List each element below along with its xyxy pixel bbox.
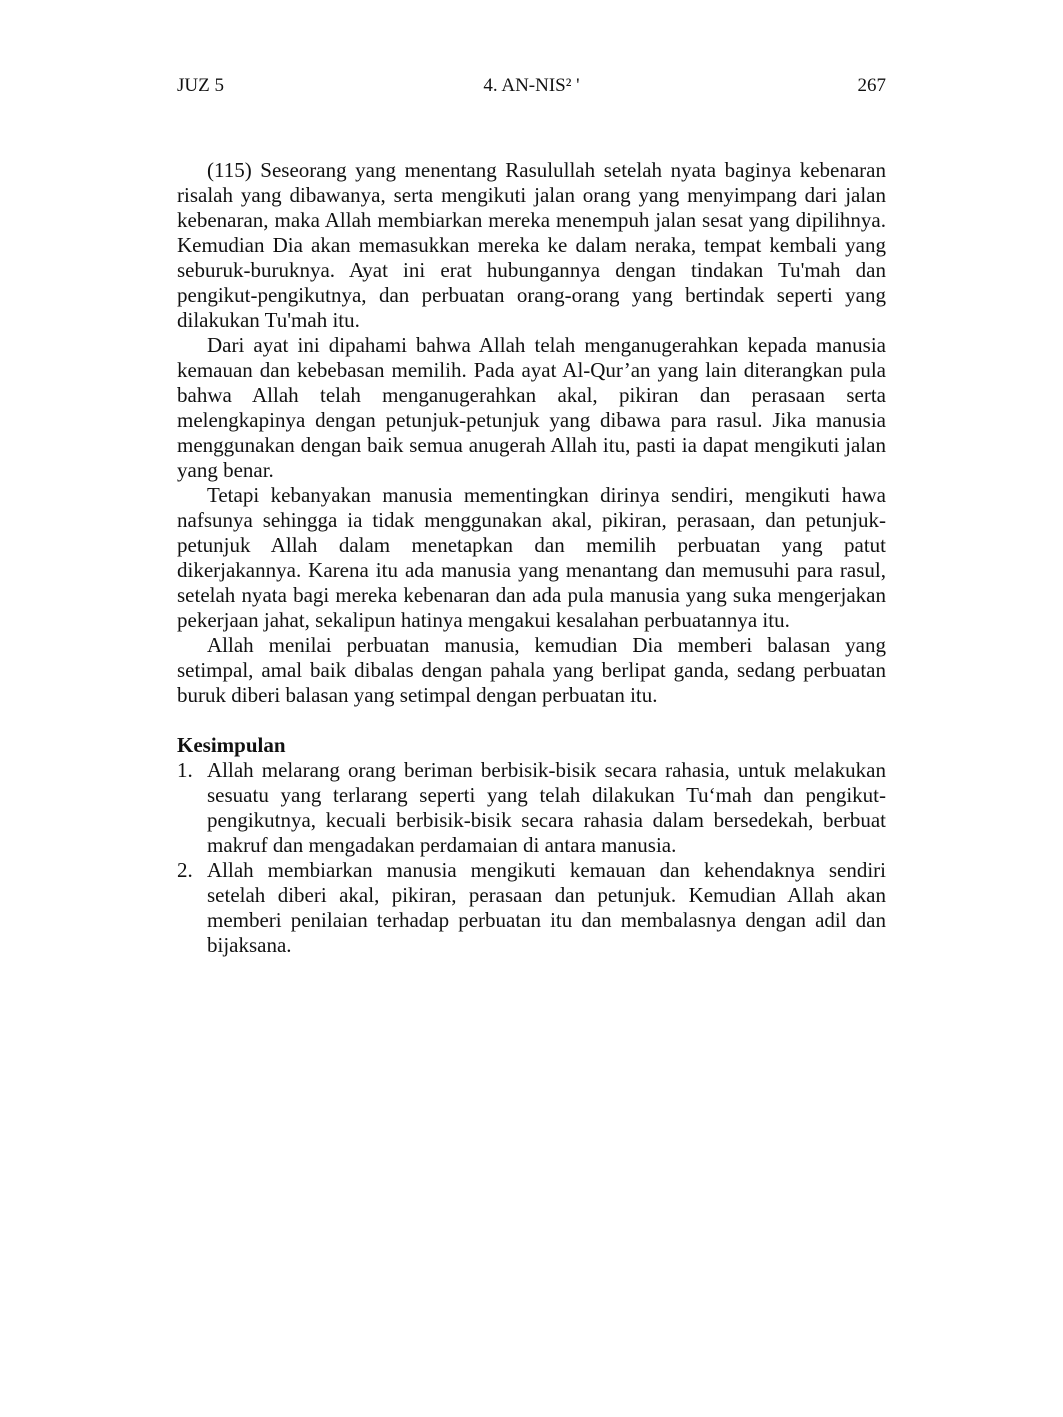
body-paragraph: Dari ayat ini dipahami bahwa Allah telah menganugerahkan kepada manusia kemauan dan kebebasan memilih. Pada ayat Al-Qur’an yang lain diterangkan pula bahwa Allah telah menganugerahkan akal, pikiran dan perasaan serta melengkapinya dengan petunjuk-petunjuk yang dibawa para rasul. Jika manusia menggunakan dengan baik semua anugerah Allah itu, pasti ia dapat mengikuti jalan yang benar. bbox=[177, 333, 886, 482]
page-body bbox=[177, 158, 886, 958]
conclusion-heading: Kesimpulan bbox=[177, 733, 286, 757]
running-header bbox=[177, 74, 886, 100]
conclusion-item bbox=[177, 758, 886, 858]
body-paragraph: Tetapi kebanyakan manusia mementingkan dirinya sendiri, mengikuti hawa nafsunya sehingga ia tidak menggunakan akal, pikiran, perasaan, dan petunjuk-petunjuk Allah dalam menetapkan dan memilih perbuatan yang patut dikerjakannya. Karena itu ada manusia yang menantang dan memusuhi para rasul, setelah nyata bagi mereka kebenaran dan ada pula manusia yang suka mengerjakan pekerjaan jahat, sekalipun hatinya mengakui kesalahan perbuatannya itu. bbox=[177, 483, 886, 632]
juz-label: JUZ 5 bbox=[177, 75, 224, 96]
conclusion-item bbox=[177, 858, 886, 958]
body-paragraph: Allah menilai perbuatan manusia, kemudian Dia memberi balasan yang setimpal, amal baik dibalas dengan pahala yang berlipat ganda, sedang perbuatan buruk diberi balasan yang setimpal dengan perbuatan itu. bbox=[177, 633, 886, 707]
item-number: 1. bbox=[177, 758, 193, 782]
item-text: Allah membiarkan manusia mengikuti kemauan dan kehendaknya sendiri setelah diberi akal, pikiran, perasaan dan petunjuk. Kemudian Allah akan memberi penilaian terhadap perbuatan itu dan membalasnya dengan adil dan bijaksana. bbox=[207, 858, 886, 957]
surah-title: 4. AN-NIS² ' bbox=[483, 75, 580, 96]
body-paragraph: (115) Seseorang yang menentang Rasulullah setelah nyata baginya kebenaran risalah yang dibawanya, serta mengikuti jalan orang yang menyimpang dari jalan kebenaran, maka Allah membiarkan mereka menempuh jalan sesat yang dipilihnya. Kemudian Dia akan memasukkan mereka ke dalam neraka, tempat kembali yang seburuk-buruknya. Ayat ini erat hubungannya dengan tindakan Tu'mah dan pengikut-pengikutnya, dan perbuatan orang-orang yang bertindak seperti yang dilakukan Tu'mah itu. bbox=[177, 158, 886, 332]
conclusion-list bbox=[177, 758, 886, 958]
item-text: Allah melarang orang beriman berbisik-bisik secara rahasia, untuk melakukan sesuatu yang terlarang seperti yang telah dilakukan Tu‘mah dan pengikut-pengikutnya, kecuali berbisik-bisik secara rahasia dalam bersedekah, berbuat makruf dan mengadakan perdamaian di antara manusia. bbox=[207, 758, 886, 857]
item-number: 2. bbox=[177, 858, 193, 882]
page-number: 267 bbox=[857, 75, 886, 96]
